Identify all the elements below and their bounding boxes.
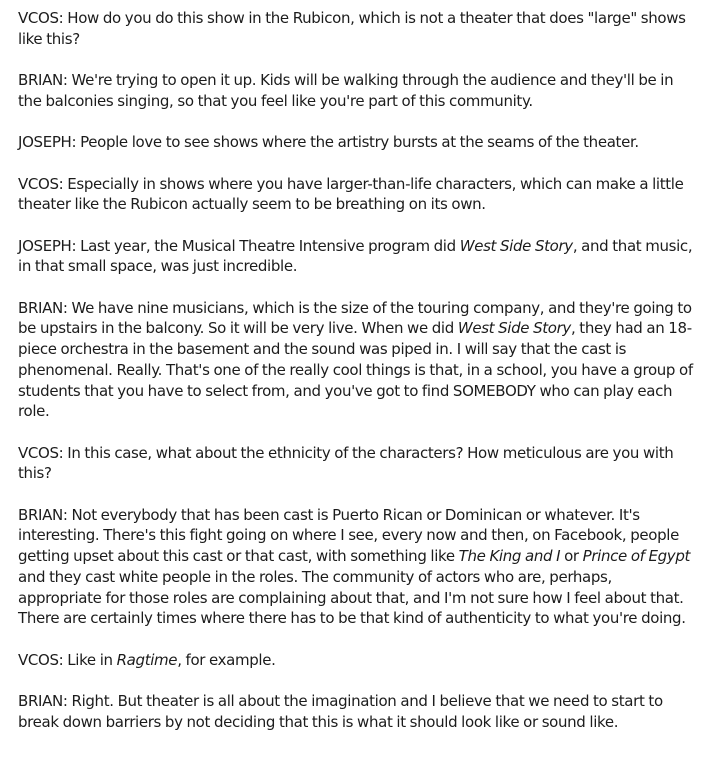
paragraph-text: and they cast white people in the roles. The community of actors who are, perhaps, appropriate for those roles are complaining about that, and I'm not sure how I feel about that. There are certainly times where there has to be that kind of authenticity to what you're doing. [18,567,686,628]
paragraph-text: , and that music, in that small space, was just incredible. [18,236,693,276]
paragraph-10 [18,691,698,732]
title-west-side-story: West Side Story [459,236,573,255]
title-the-king-and-i: The King and I [458,547,561,566]
paragraph-3 [18,132,698,153]
title-ragtime: Ragtime [116,650,178,669]
paragraph-4 [18,174,698,215]
paragraph-5 [18,236,698,277]
paragraph-text: , they had an 18-piece orchestra in the basement and the sound was piped in. I will say that the cast is phenomenal. Really. That's one of the really cool things is that, in a school, you have a group of students that you have to select from, and you've got to find SOMEBODY who can play each role. [18,319,693,421]
paragraph-text: or [560,547,583,566]
paragraph-1 [18,8,698,49]
paragraph-6 [18,298,698,422]
interview-article [18,8,698,753]
paragraph-text: , for example. [177,650,276,669]
paragraph-text: JOSEPH: People love to see shows where the artistry bursts at the seams of the theater. [18,133,639,152]
paragraph-text: BRIAN: We're trying to open it up. Kids will be walking through the audience and they'll be in the balconies singing, so that you feel like you're part of this community. [18,71,674,110]
paragraph-text: VCOS: In this case, what about the ethnicity of the characters? How meticulous are you with this? [18,443,674,483]
paragraph-text: VCOS: How do you do this show in the Rubicon, which is not a theater that does "large" shows like this? [18,9,686,48]
paragraph-9 [18,650,698,671]
paragraph-text: VCOS: Like in [18,650,117,669]
title-prince-of-egypt: Prince of Egypt [582,547,691,566]
paragraph-8 [18,505,698,629]
paragraph-text: JOSEPH: Last year, the Musical Theatre Intensive program did [18,236,460,255]
paragraph-text: BRIAN: Right. But theater is all about the imagination and I believe that we need to start to break down barriers by not deciding that this is what it should look like or sound like. [18,692,663,731]
paragraph-text: BRIAN: We have nine musicians, which is the size of the touring company, and they're going to be upstairs in the balcony. So it will be very live. When we did [18,298,692,338]
paragraph-text: BRIAN: Not everybody that has been cast is Puerto Rican or Dominican or whatever. It's interesting. There's this fight going on where I see, every now and then, on Facebook, people getting upset about this cast or that cast, with something like [18,505,679,566]
paragraph-7 [18,443,698,484]
paragraph-text: VCOS: Especially in shows where you have larger-than-life characters, which can make a little theater like the Rubicon actually seem to be breathing on its own. [18,174,684,214]
title-west-side-story: West Side Story [457,319,571,338]
paragraph-2 [18,70,698,111]
